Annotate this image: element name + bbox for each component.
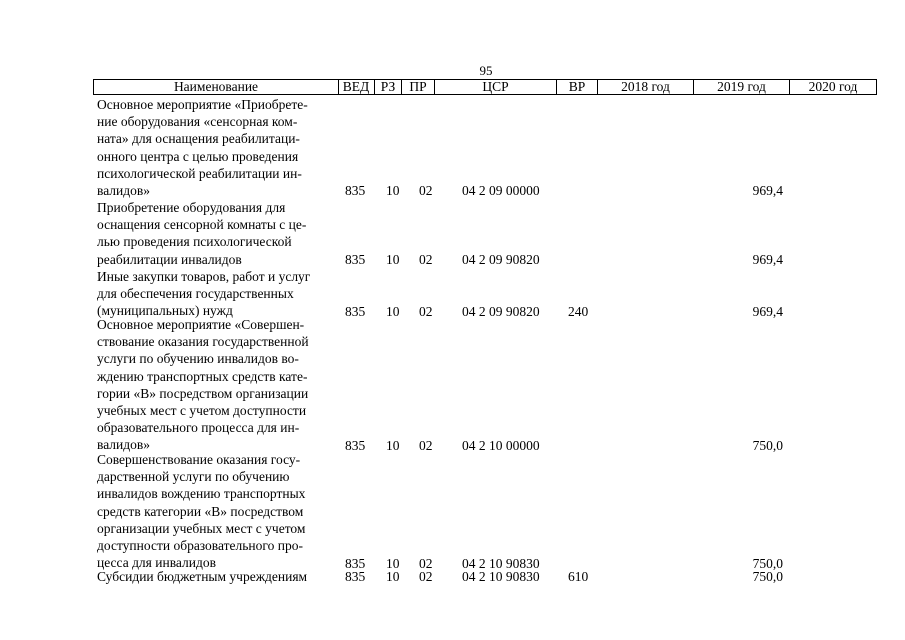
row-csr: 04 2 10 00000 xyxy=(462,437,540,453)
header-vr: ВР xyxy=(557,80,598,94)
header-2019: 2019 год xyxy=(694,80,790,94)
row-2019: 750,0 xyxy=(752,568,783,584)
table-header xyxy=(93,79,877,95)
row-rz: 10 xyxy=(386,303,400,319)
row-2019: 750,0 xyxy=(752,555,783,571)
row-vr: 610 xyxy=(568,568,589,584)
row-pr: 02 xyxy=(419,182,433,198)
header-ved: ВЕД xyxy=(338,80,375,94)
row-rz: 10 xyxy=(386,251,400,267)
table-row xyxy=(0,316,905,454)
row-2019: 750,0 xyxy=(752,437,783,453)
row-ved: 835 xyxy=(345,251,366,267)
row-rz: 10 xyxy=(386,437,400,453)
row-rz: 10 xyxy=(386,568,400,584)
row-name: Иные закупки товаров, работ и услуг для обеспечения государственных (муниципальных) нужд xyxy=(97,269,311,319)
row-2019: 969,4 xyxy=(752,303,783,319)
row-name: Субсидии бюджетным учреждениям xyxy=(97,569,308,584)
row-csr: 04 2 10 90830 xyxy=(462,555,540,571)
row-pr: 02 xyxy=(419,303,433,319)
row-pr: 02 xyxy=(419,568,433,584)
table-row xyxy=(0,199,905,268)
row-name: Основное мероприятие «Совершен- ствование оказания государственной услуги по обучению инвалидов во- ждению транспортных средств кате- гории «В» посредством организации учебных мест с учетом доступности образовательного процесса для ин- валидов» xyxy=(97,317,309,453)
row-csr: 04 2 09 90820 xyxy=(462,303,540,319)
row-ved: 835 xyxy=(345,182,366,198)
header-2018: 2018 год xyxy=(598,80,694,94)
row-csr: 04 2 10 90830 xyxy=(462,568,540,584)
row-2019: 969,4 xyxy=(752,251,783,267)
header-2020: 2020 год xyxy=(808,79,858,94)
row-name: Приобретение оборудования для оснащения сенсорной комнаты с це- лью проведения психологической реабилитации инвалидов xyxy=(97,200,307,267)
row-name: Основное мероприятие «Приобрете- ние оборудования «сенсорная ком- ната» для оснащения реабилитаци- онного центра с целью проведения психологической реабилитации ин- валидов» xyxy=(97,97,308,199)
header-name: Наименование xyxy=(94,80,339,94)
table-row xyxy=(0,568,905,585)
row-pr: 02 xyxy=(419,555,433,571)
header-rz: РЗ xyxy=(375,80,402,94)
row-ved: 835 xyxy=(345,568,366,584)
header-pr: ПР xyxy=(402,80,435,94)
row-csr: 04 2 09 00000 xyxy=(462,182,540,198)
row-2019: 969,4 xyxy=(752,182,783,198)
row-pr: 02 xyxy=(419,251,433,267)
row-name: Совершенствование оказания госу- дарственной услуги по обучению инвалидов вождению транспортных средств категории «В» посредством организации учебных мест с учетом доступности образовательного про- цесса для инвалидов xyxy=(97,452,306,571)
row-ved: 835 xyxy=(345,555,366,571)
row-pr: 02 xyxy=(419,437,433,453)
header-csr: ЦСР xyxy=(435,80,557,94)
table-row xyxy=(0,451,905,572)
row-ved: 835 xyxy=(345,303,366,319)
row-ved: 835 xyxy=(345,437,366,453)
row-vr: 240 xyxy=(568,303,589,319)
table-row xyxy=(0,96,905,199)
table-row xyxy=(0,268,905,320)
row-rz: 10 xyxy=(386,182,400,198)
page-number: 95 xyxy=(479,63,493,78)
row-rz: 10 xyxy=(386,555,400,571)
row-csr: 04 2 09 90820 xyxy=(462,251,540,267)
